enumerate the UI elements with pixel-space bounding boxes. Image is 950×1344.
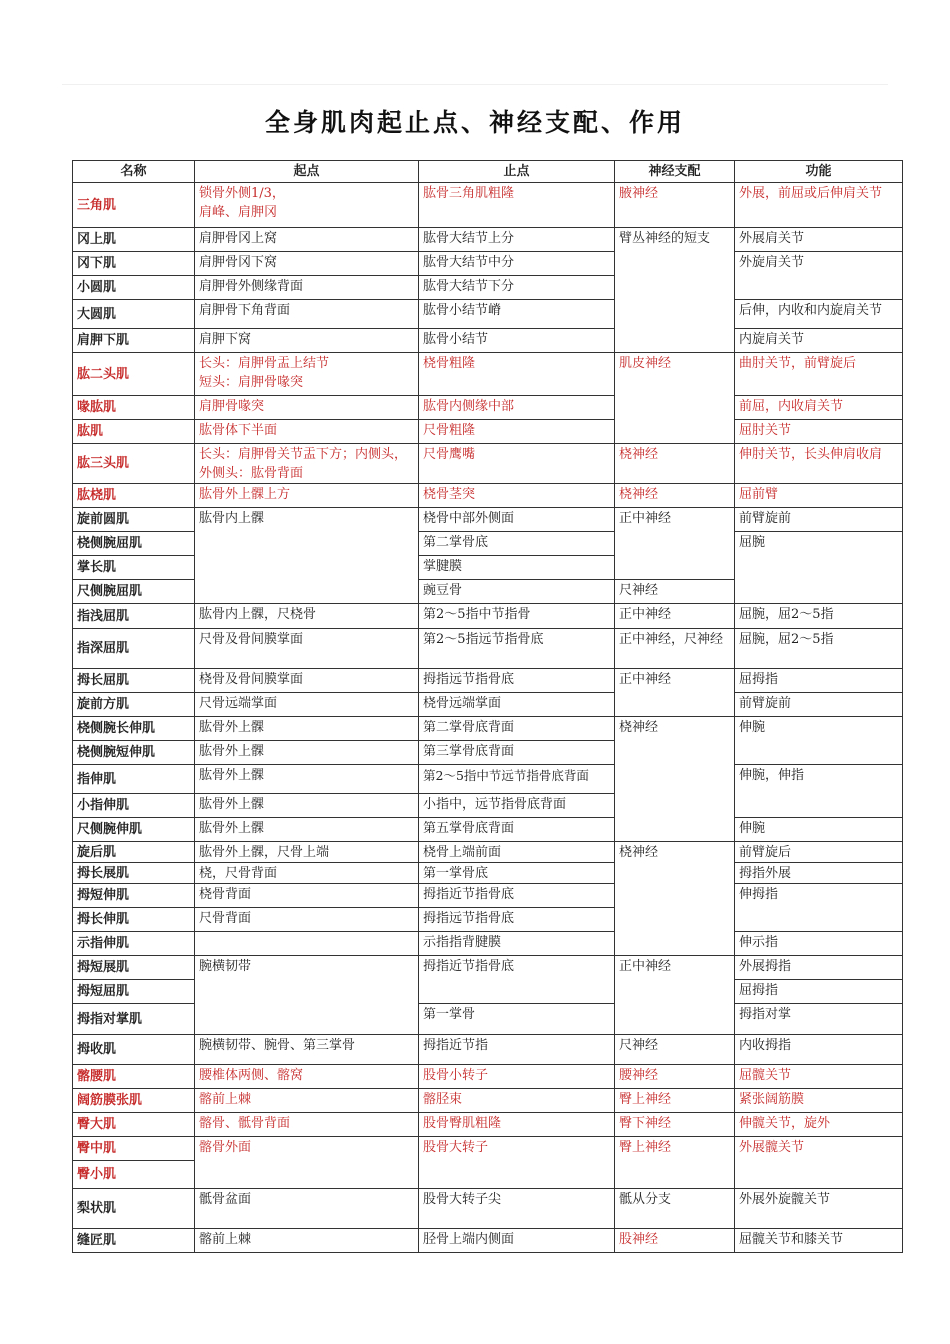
insertion-cell: 肱骨三角肌粗隆 <box>419 183 615 228</box>
origin-cell: 桡骨背面 <box>195 884 419 908</box>
origin-cell: 桡骨及骨间膜掌面 <box>195 669 419 693</box>
function-cell: 屈肘关节 <box>735 420 903 444</box>
nerve-cell: 桡神经 <box>615 717 735 842</box>
function-cell: 伸肘关节，长头伸肩收肩 <box>735 444 903 484</box>
muscle-table <box>72 160 903 1253</box>
insertion-cell: 第2～5指远节指骨底 <box>419 629 615 669</box>
muscle-name: 桡侧腕短伸肌 <box>73 741 195 765</box>
insertion-cell: 第二掌骨底背面 <box>419 717 615 741</box>
table-row <box>73 1113 903 1137</box>
header-insertion: 止点 <box>419 161 615 183</box>
table-row <box>73 353 903 396</box>
insertion-cell: 肱骨小结节嵴 <box>419 300 615 329</box>
table-row <box>73 396 903 420</box>
muscle-name: 小指伸肌 <box>73 794 195 818</box>
origin-cell: 尺骨远端掌面 <box>195 693 419 717</box>
table-row <box>73 329 903 353</box>
function-cell: 内旋肩关节 <box>735 329 903 353</box>
insertion-cell: 第三掌骨底背面 <box>419 741 615 765</box>
table-row <box>73 693 903 717</box>
origin-line: 锁骨外侧1/3， 肩峰、肩胛冈 <box>199 186 285 220</box>
table-row <box>73 1065 903 1089</box>
insertion-cell: 股骨大转子 <box>419 1137 615 1189</box>
function-cell: 前屈，内收肩关节 <box>735 396 903 420</box>
origin-cell: 肩胛骨冈下窝 <box>195 252 419 276</box>
nerve-cell: 正中神经 <box>615 604 735 629</box>
origin-cell: 髂前上棘 <box>195 1089 419 1113</box>
function-cell: 拇指外展 <box>735 863 903 884</box>
origin-line: 长头：肩胛骨盂上结节 短头：肩胛骨喙突 <box>199 356 330 390</box>
header-function: 功能 <box>735 161 903 183</box>
header-nerve: 神经支配 <box>615 161 735 183</box>
muscle-name: 旋前方肌 <box>73 693 195 717</box>
muscle-name: 冈下肌 <box>73 252 195 276</box>
insertion-cell: 髂胫束 <box>419 1089 615 1113</box>
function-cell: 外展外旋髋关节 <box>735 1189 903 1229</box>
function-cell: 屈髋关节 <box>735 1065 903 1089</box>
muscle-name: 尺侧腕屈肌 <box>73 580 195 604</box>
insertion-cell: 示指指背腱膜 <box>419 932 615 956</box>
insertion-cell: 股骨臀肌粗隆 <box>419 1113 615 1137</box>
insertion-cell: 股骨小转子 <box>419 1065 615 1089</box>
insertion-cell: 肱骨大结节上分 <box>419 228 615 252</box>
origin-cell <box>195 353 419 396</box>
top-divider <box>62 84 888 85</box>
muscle-name: 拇短展肌 <box>73 956 195 980</box>
function-cell: 屈腕，屈2～5指 <box>735 629 903 669</box>
function-cell: 伸拇指 <box>735 884 903 932</box>
muscle-name: 梨状肌 <box>73 1189 195 1229</box>
origin-cell: 腰椎体两侧、髂窝 <box>195 1065 419 1089</box>
insertion-cell: 拇指近节指骨底 <box>419 956 615 1004</box>
muscle-name: 尺侧腕伸肌 <box>73 818 195 842</box>
insertion-cell: 拇指近节指骨底 <box>419 884 615 908</box>
origin-cell: 骶骨盆面 <box>195 1189 419 1229</box>
insertion-cell: 胫骨上端内侧面 <box>419 1229 615 1253</box>
nerve-cell: 臀上神经 <box>615 1137 735 1189</box>
insertion-cell: 第2～5指中节指骨 <box>419 604 615 629</box>
origin-cell: 肩胛骨下角背面 <box>195 300 419 329</box>
origin-cell <box>195 183 419 228</box>
muscle-name: 指浅屈肌 <box>73 604 195 629</box>
insertion-cell: 第五掌骨底背面 <box>419 818 615 842</box>
function-cell: 拇指对掌 <box>735 1004 903 1035</box>
origin-cell: 腕横韧带、腕骨、第三掌骨 <box>195 1035 419 1065</box>
insertion-cell: 桡骨远端掌面 <box>419 693 615 717</box>
origin-cell: 肱骨外上髁 <box>195 765 419 794</box>
nerve-cell: 臀上神经 <box>615 1089 735 1113</box>
function-cell: 后伸，内收和内旋肩关节 <box>735 300 903 329</box>
function-cell: 伸腕 <box>735 818 903 842</box>
function-cell: 紧张阔筋膜 <box>735 1089 903 1113</box>
table-row <box>73 765 903 794</box>
nerve-cell: 正中神经 <box>615 669 735 717</box>
muscle-name: 肱桡肌 <box>73 484 195 508</box>
nerve-cell: 臀下神经 <box>615 1113 735 1137</box>
insertion-cell: 肱骨小结节 <box>419 329 615 353</box>
muscle-name: 拇短屈肌 <box>73 980 195 1004</box>
function-cell: 曲肘关节，前臂旋后 <box>735 353 903 396</box>
nerve-cell: 尺神经 <box>615 1035 735 1065</box>
function-cell: 外展，前屈或后伸肩关节 <box>735 183 903 228</box>
origin-cell: 肱骨外上髁 <box>195 818 419 842</box>
function-cell: 屈拇指 <box>735 669 903 693</box>
muscle-name: 指伸肌 <box>73 765 195 794</box>
function-cell: 伸腕 <box>735 717 903 765</box>
muscle-name: 大圆肌 <box>73 300 195 329</box>
table-row <box>73 863 903 884</box>
muscle-name: 喙肱肌 <box>73 396 195 420</box>
origin-cell: 肱骨外上髁上方 <box>195 484 419 508</box>
insertion-cell: 肱骨大结节下分 <box>419 276 615 300</box>
muscle-name: 拇收肌 <box>73 1035 195 1065</box>
nerve-cell: 肌皮神经 <box>615 353 735 444</box>
muscle-name: 肩胛下肌 <box>73 329 195 353</box>
table-row <box>73 669 903 693</box>
table-row <box>73 604 903 629</box>
function-cell: 屈腕，屈2～5指 <box>735 604 903 629</box>
nerve-cell: 桡神经 <box>615 444 735 484</box>
insertion-cell: 掌腱膜 <box>419 556 615 580</box>
muscle-name: 桡侧腕长伸肌 <box>73 717 195 741</box>
table-row <box>73 228 903 252</box>
muscle-name: 臀小肌 <box>73 1161 195 1189</box>
table-row <box>73 629 903 669</box>
table-row <box>73 818 903 842</box>
origin-cell: 长头：肩胛骨关节盂下方；内侧头，外侧头：肱骨背面 <box>195 444 419 484</box>
insertion-cell: 拇指近节指 <box>419 1035 615 1065</box>
muscle-name: 臀大肌 <box>73 1113 195 1137</box>
function-cell: 屈髋关节和膝关节 <box>735 1229 903 1253</box>
function-cell: 伸示指 <box>735 932 903 956</box>
muscle-name: 示指伸肌 <box>73 932 195 956</box>
muscle-name: 肱三头肌 <box>73 444 195 484</box>
origin-cell <box>195 932 419 956</box>
function-cell: 内收拇指 <box>735 1035 903 1065</box>
muscle-name: 旋前圆肌 <box>73 508 195 532</box>
nerve-cell: 臂丛神经的短支 <box>615 228 735 353</box>
muscle-name: 三角肌 <box>73 183 195 228</box>
origin-cell: 桡，尺骨背面 <box>195 863 419 884</box>
muscle-name: 拇长展肌 <box>73 863 195 884</box>
function-cell: 伸腕，伸指 <box>735 765 903 818</box>
muscle-name: 掌长肌 <box>73 556 195 580</box>
muscle-name: 髂腰肌 <box>73 1065 195 1089</box>
muscle-name: 拇长屈肌 <box>73 669 195 693</box>
muscle-name: 臀中肌 <box>73 1137 195 1161</box>
insertion-cell: 拇指远节指骨底 <box>419 669 615 693</box>
muscle-name: 小圆肌 <box>73 276 195 300</box>
insertion-cell: 第2～5指中节远节指骨底背面 <box>419 765 615 794</box>
function-cell: 前臂旋前 <box>735 693 903 717</box>
nerve-cell: 正中神经，尺神经 <box>615 629 735 669</box>
origin-cell: 腕横韧带 <box>195 956 419 1035</box>
table-row <box>73 484 903 508</box>
header-name: 名称 <box>73 161 195 183</box>
table-row <box>73 1035 903 1065</box>
origin-cell: 髂前上棘 <box>195 1229 419 1253</box>
muscle-name: 桡侧腕屈肌 <box>73 532 195 556</box>
function-cell: 屈拇指 <box>735 980 903 1004</box>
table-row <box>73 1189 903 1229</box>
muscle-name: 拇长伸肌 <box>73 908 195 932</box>
origin-cell: 肱骨外上髁，尺骨上端 <box>195 842 419 863</box>
insertion-cell: 股骨大转子尖 <box>419 1189 615 1229</box>
table-row <box>73 842 903 863</box>
function-cell: 外展肩关节 <box>735 228 903 252</box>
nerve-cell: 腰神经 <box>615 1065 735 1089</box>
insertion-cell: 小指中，远节指骨底背面 <box>419 794 615 818</box>
origin-cell: 肱骨外上髁 <box>195 741 419 765</box>
function-cell: 屈腕 <box>735 532 903 604</box>
function-cell: 外展髋关节 <box>735 1137 903 1189</box>
table-row <box>73 300 903 329</box>
muscle-name: 肱二头肌 <box>73 353 195 396</box>
origin-cell: 肱骨内上髁 <box>195 508 419 604</box>
origin-cell: 肩胛下窝 <box>195 329 419 353</box>
function-cell: 外展拇指 <box>735 956 903 980</box>
origin-cell: 肱骨体下半面 <box>195 420 419 444</box>
muscle-name: 缝匠肌 <box>73 1229 195 1253</box>
table-row <box>73 884 903 908</box>
origin-cell: 肩胛骨外侧缘背面 <box>195 276 419 300</box>
nerve-cell: 桡神经 <box>615 484 735 508</box>
muscle-name: 旋后肌 <box>73 842 195 863</box>
nerve-cell: 骶从分支 <box>615 1189 735 1229</box>
table-row <box>73 420 903 444</box>
muscle-name: 冈上肌 <box>73 228 195 252</box>
table-row <box>73 444 903 484</box>
table-row <box>73 932 903 956</box>
origin-cell: 肩胛骨喙突 <box>195 396 419 420</box>
insertion-cell: 拇指远节指骨底 <box>419 908 615 932</box>
insertion-cell: 第一掌骨 <box>419 1004 615 1035</box>
insertion-cell: 第二掌骨底 <box>419 532 615 556</box>
table-row <box>73 252 903 276</box>
nerve-cell: 桡神经 <box>615 842 735 956</box>
nerve-cell: 腋神经 <box>615 183 735 228</box>
origin-cell: 肩胛骨冈上窝 <box>195 228 419 252</box>
insertion-cell: 尺骨粗隆 <box>419 420 615 444</box>
muscle-name: 拇短伸肌 <box>73 884 195 908</box>
header-origin: 起点 <box>195 161 419 183</box>
muscle-name: 阔筋膜张肌 <box>73 1089 195 1113</box>
function-cell: 前臂旋后 <box>735 842 903 863</box>
insertion-cell: 桡骨上端前面 <box>419 842 615 863</box>
muscle-name: 肱肌 <box>73 420 195 444</box>
table-row <box>73 1089 903 1113</box>
origin-cell: 髂骨外面 <box>195 1137 419 1189</box>
nerve-cell: 尺神经 <box>615 580 735 604</box>
table-row <box>73 508 903 532</box>
function-cell: 外旋肩关节 <box>735 252 903 300</box>
insertion-cell: 豌豆骨 <box>419 580 615 604</box>
table-row <box>73 183 903 228</box>
origin-cell: 肱骨外上髁 <box>195 717 419 741</box>
insertion-cell: 肱骨内侧缘中部 <box>419 396 615 420</box>
function-cell: 屈前臂 <box>735 484 903 508</box>
insertion-cell: 第一掌骨底 <box>419 863 615 884</box>
origin-cell: 尺骨背面 <box>195 908 419 932</box>
insertion-cell: 尺骨鹰嘴 <box>419 444 615 484</box>
muscle-name: 拇指对掌肌 <box>73 1004 195 1035</box>
nerve-cell: 正中神经 <box>615 956 735 1035</box>
table-row <box>73 717 903 741</box>
table-row <box>73 956 903 980</box>
muscle-name: 指深屈肌 <box>73 629 195 669</box>
origin-cell: 髂骨、骶骨背面 <box>195 1113 419 1137</box>
table-header-row <box>73 161 903 183</box>
function-cell: 前臂旋前 <box>735 508 903 532</box>
nerve-cell: 正中神经 <box>615 508 735 580</box>
origin-cell: 肱骨内上髁，尺桡骨 <box>195 604 419 629</box>
insertion-cell: 桡骨粗隆 <box>419 353 615 396</box>
origin-cell: 肱骨外上髁 <box>195 794 419 818</box>
page-title: 全身肌肉起止点、神经支配、作用 <box>264 108 685 137</box>
insertion-cell: 桡骨中部外侧面 <box>419 508 615 532</box>
table-row <box>73 1229 903 1253</box>
nerve-cell: 股神经 <box>615 1229 735 1253</box>
insertion-cell: 肱骨大结节中分 <box>419 252 615 276</box>
origin-cell: 尺骨及骨间膜掌面 <box>195 629 419 669</box>
table-row <box>73 1137 903 1161</box>
insertion-cell: 桡骨茎突 <box>419 484 615 508</box>
function-cell: 伸髋关节，旋外 <box>735 1113 903 1137</box>
